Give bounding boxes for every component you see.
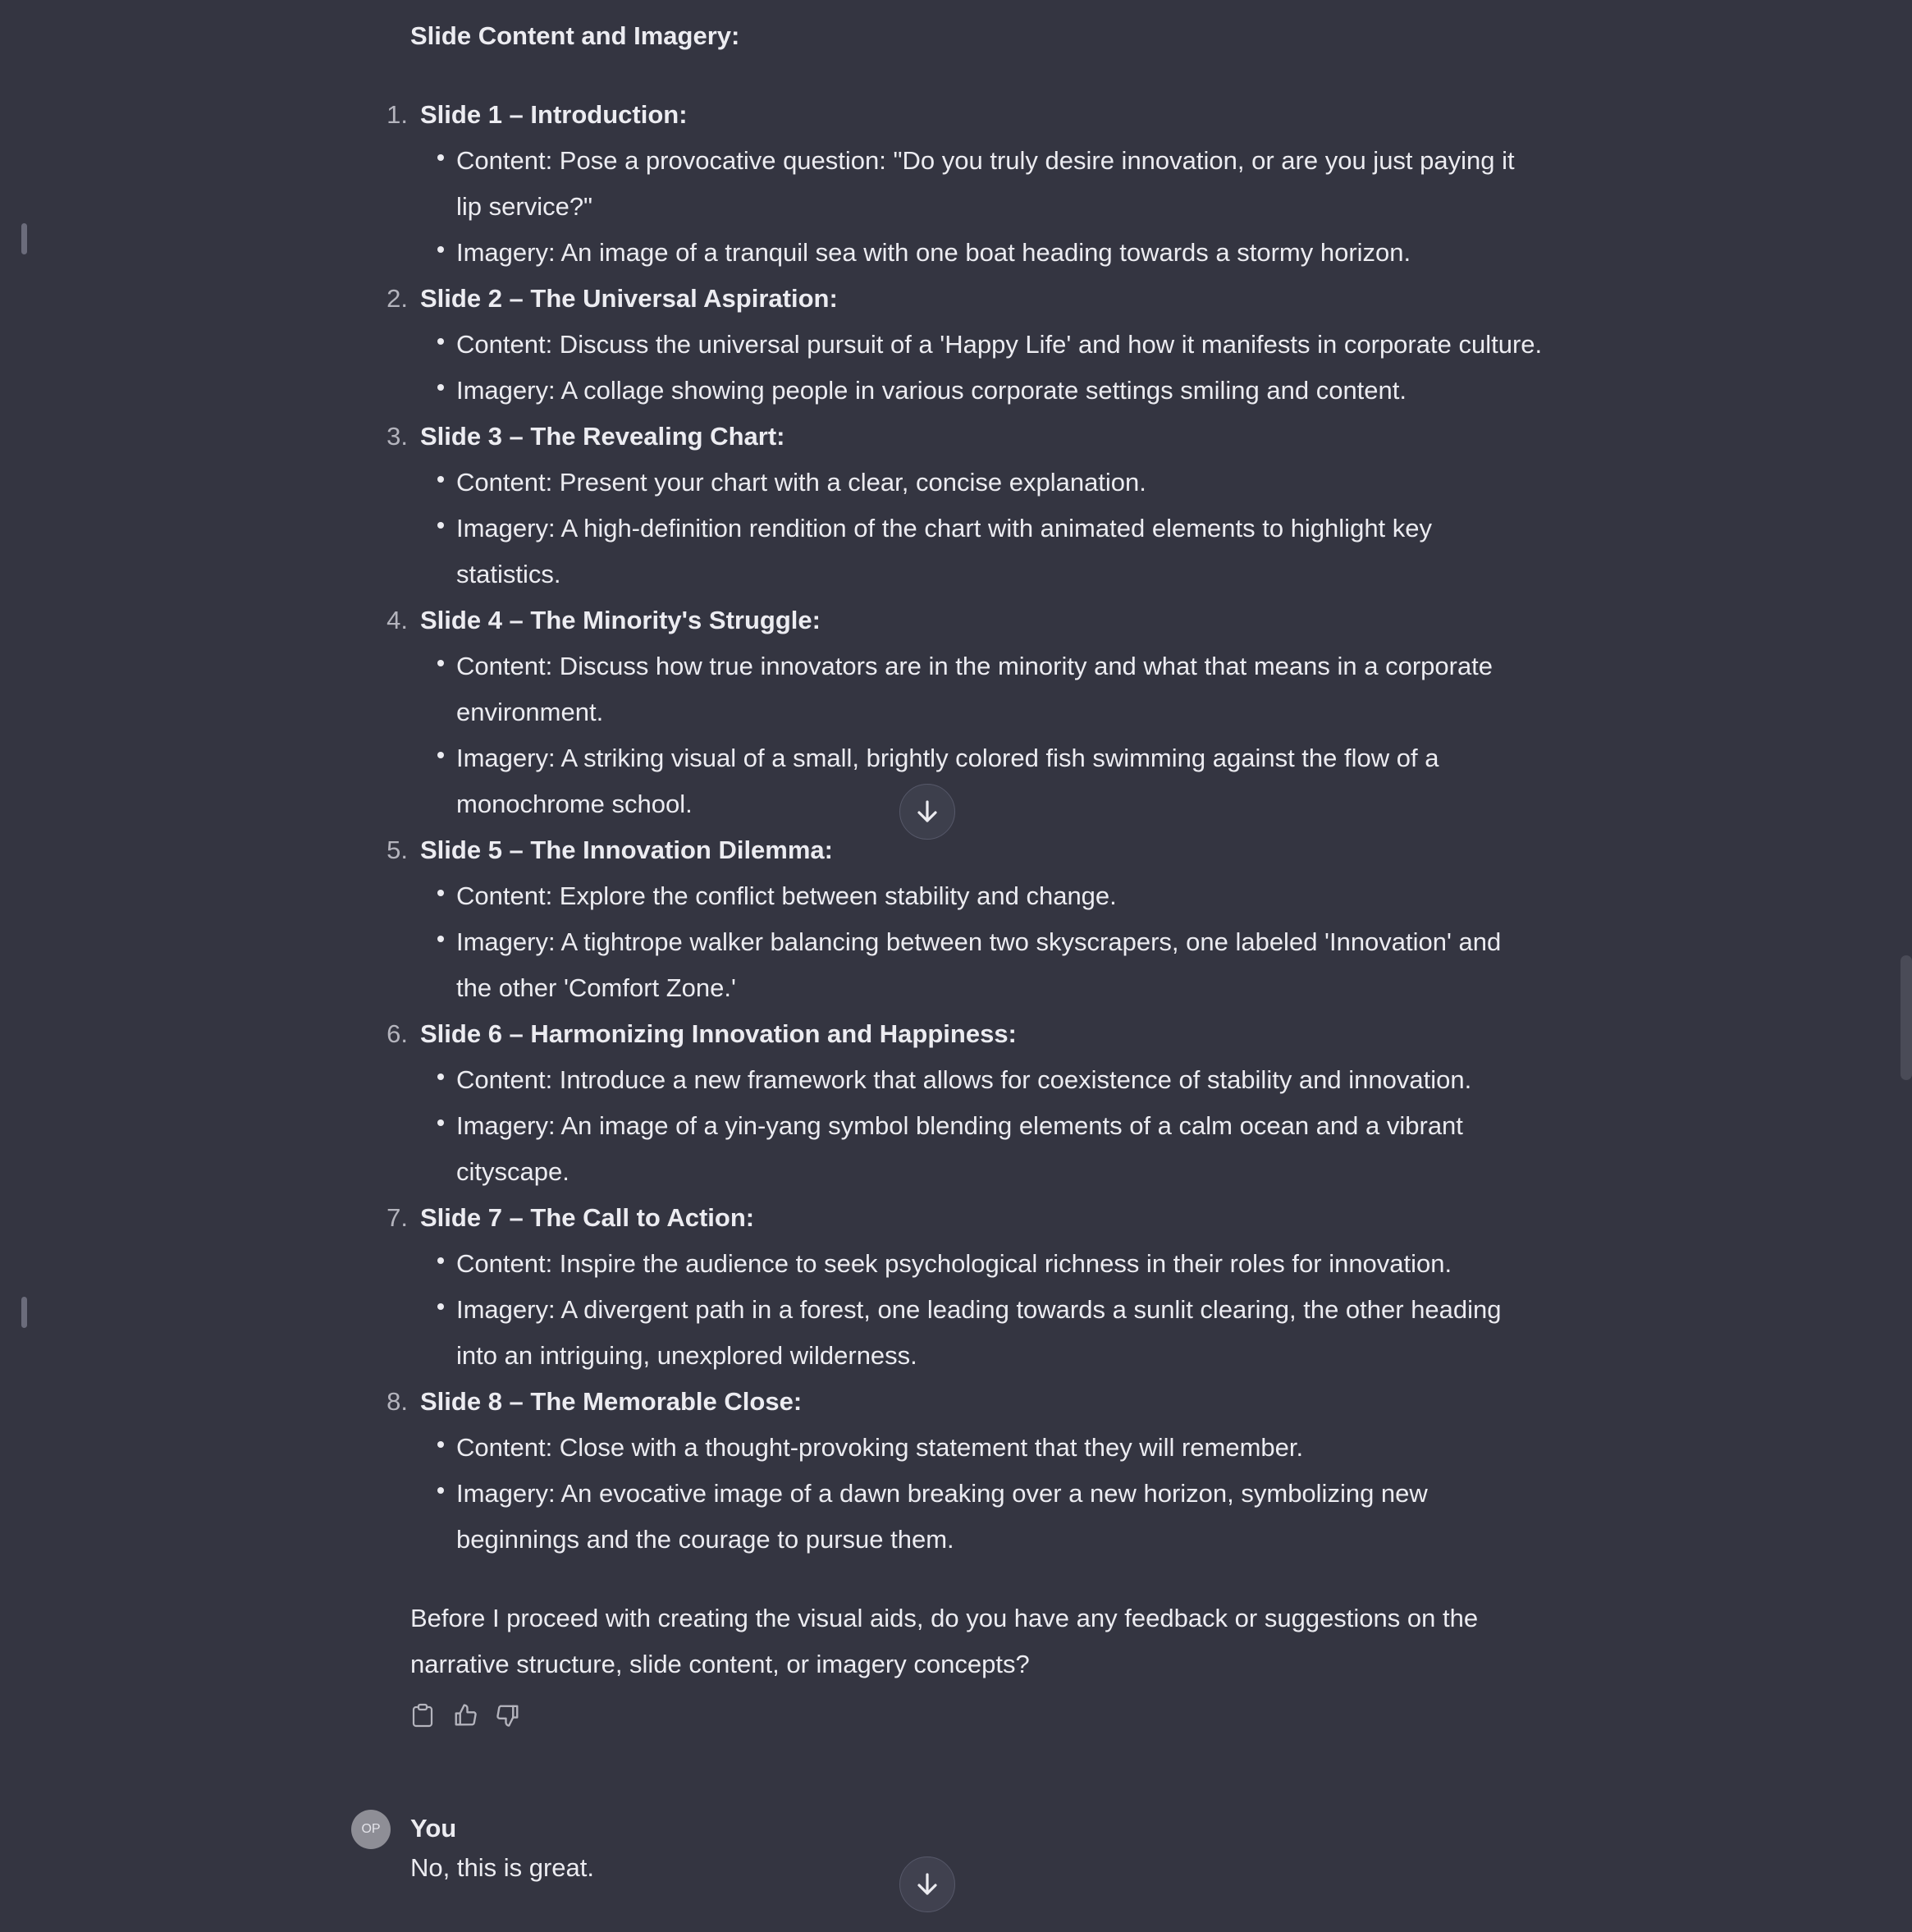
slide-content: Content: Pose a provocative question: "Do you truly desire innovation, or are you just paying it lip service?" bbox=[456, 138, 1543, 230]
slide-details bbox=[420, 1057, 1543, 1195]
slide-content: Content: Discuss the universal pursuit of a 'Happy Life' and how it manifests in corporate culture. bbox=[456, 322, 1543, 368]
slide-title: Slide 2 – The Universal Aspiration: bbox=[420, 284, 838, 313]
slide-imagery: Imagery: A striking visual of a small, brightly colored fish swimming against the flow of a monochrome school. bbox=[456, 735, 1543, 827]
slide-number: 8. bbox=[387, 1387, 408, 1416]
slide-number: 4. bbox=[387, 606, 408, 634]
slide-number: 6. bbox=[387, 1019, 408, 1048]
clipboard-icon bbox=[412, 1703, 433, 1728]
slide-content: Content: Explore the conflict between stability and change. bbox=[456, 873, 1543, 919]
slide-item bbox=[387, 1379, 1543, 1563]
slide-title: Slide 4 – The Minority's Struggle: bbox=[420, 606, 821, 634]
slide-content: Content: Inspire the audience to seek psychological richness in their roles for innovation. bbox=[456, 1241, 1543, 1287]
slide-list bbox=[387, 92, 1543, 1563]
slide-content: Content: Close with a thought-provoking statement that they will remember. bbox=[456, 1425, 1543, 1471]
slide-details bbox=[420, 873, 1543, 1011]
scroll-to-bottom-button[interactable] bbox=[899, 1856, 955, 1912]
slide-number: 1. bbox=[387, 100, 408, 129]
closing-question: Before I proceed with creating the visual aids, do you have any feedback or suggestions on the narrative structure, slide content, or imagery concepts? bbox=[410, 1604, 1479, 1678]
slide-details bbox=[420, 322, 1543, 414]
copy-button[interactable] bbox=[410, 1701, 435, 1729]
section-heading: Slide Content and Imagery: bbox=[410, 21, 740, 50]
slide-item bbox=[387, 1011, 1543, 1195]
slide-imagery: Imagery: A tightrope walker balancing between two skyscrapers, one labeled 'Innovation' and the other 'Comfort Zone.' bbox=[456, 919, 1543, 1011]
slide-number: 5. bbox=[387, 836, 408, 864]
slide-details bbox=[420, 138, 1543, 276]
arrow-down-icon bbox=[916, 799, 939, 824]
thumbs-down-button[interactable] bbox=[496, 1701, 520, 1729]
slide-imagery: Imagery: An evocative image of a dawn breaking over a new horizon, symbolizing new beginnings and the courage to pursue them. bbox=[456, 1471, 1543, 1563]
slide-number: 2. bbox=[387, 284, 408, 313]
slide-content: Content: Discuss how true innovators are in the minority and what that means in a corporate environment. bbox=[456, 643, 1543, 735]
slide-title: Slide 1 – Introduction: bbox=[420, 100, 688, 129]
user-message-text: No, this is great. bbox=[410, 1853, 594, 1882]
slide-title: Slide 3 – The Revealing Chart: bbox=[420, 422, 785, 451]
slide-details bbox=[420, 460, 1543, 597]
slide-imagery: Imagery: A high-definition rendition of the chart with animated elements to highlight key statistics. bbox=[456, 506, 1543, 597]
message-actions bbox=[410, 1699, 1543, 1732]
slide-imagery: Imagery: An image of a yin-yang symbol blending elements of a calm ocean and a vibrant cityscape. bbox=[456, 1103, 1543, 1195]
scrollbar-thumb[interactable] bbox=[1901, 955, 1912, 1080]
slide-number: 3. bbox=[387, 422, 408, 451]
avatar: OP bbox=[351, 1810, 391, 1849]
slide-item bbox=[387, 414, 1543, 597]
scroll-down-button-overlay[interactable] bbox=[899, 784, 955, 840]
slide-content: Content: Present your chart with a clear, concise explanation. bbox=[456, 460, 1543, 506]
slide-details bbox=[420, 643, 1543, 827]
slide-item bbox=[387, 276, 1543, 414]
slide-title: Slide 8 – The Memorable Close: bbox=[420, 1387, 803, 1416]
slide-details bbox=[420, 1425, 1543, 1563]
slide-number: 7. bbox=[387, 1203, 408, 1232]
slide-details bbox=[420, 1241, 1543, 1379]
thumbs-up-icon bbox=[453, 1703, 478, 1728]
user-name: You bbox=[410, 1814, 457, 1843]
slide-imagery: Imagery: A divergent path in a forest, one leading towards a sunlit clearing, the other heading into an intriguing, unexplored wilderness. bbox=[456, 1287, 1543, 1379]
arrow-down-icon bbox=[916, 1872, 939, 1897]
thumbs-up-button[interactable] bbox=[453, 1701, 478, 1729]
slide-title: Slide 6 – Harmonizing Innovation and Happiness: bbox=[420, 1019, 1017, 1048]
left-drag-handle-bottom[interactable] bbox=[21, 1297, 27, 1328]
slide-item bbox=[387, 1195, 1543, 1379]
left-drag-handle-top[interactable] bbox=[21, 223, 27, 254]
slide-item bbox=[387, 597, 1543, 827]
slide-item bbox=[387, 827, 1543, 1011]
slide-title: Slide 5 – The Innovation Dilemma: bbox=[420, 836, 833, 864]
slide-title: Slide 7 – The Call to Action: bbox=[420, 1203, 755, 1232]
assistant-message bbox=[387, 16, 1543, 1732]
slide-imagery: Imagery: A collage showing people in various corporate settings smiling and content. bbox=[456, 368, 1543, 414]
slide-content: Content: Introduce a new framework that allows for coexistence of stability and innovation. bbox=[456, 1057, 1543, 1103]
slide-item bbox=[387, 92, 1543, 276]
slide-imagery: Imagery: An image of a tranquil sea with one boat heading towards a stormy horizon. bbox=[456, 230, 1543, 276]
thumbs-down-icon bbox=[496, 1703, 520, 1728]
